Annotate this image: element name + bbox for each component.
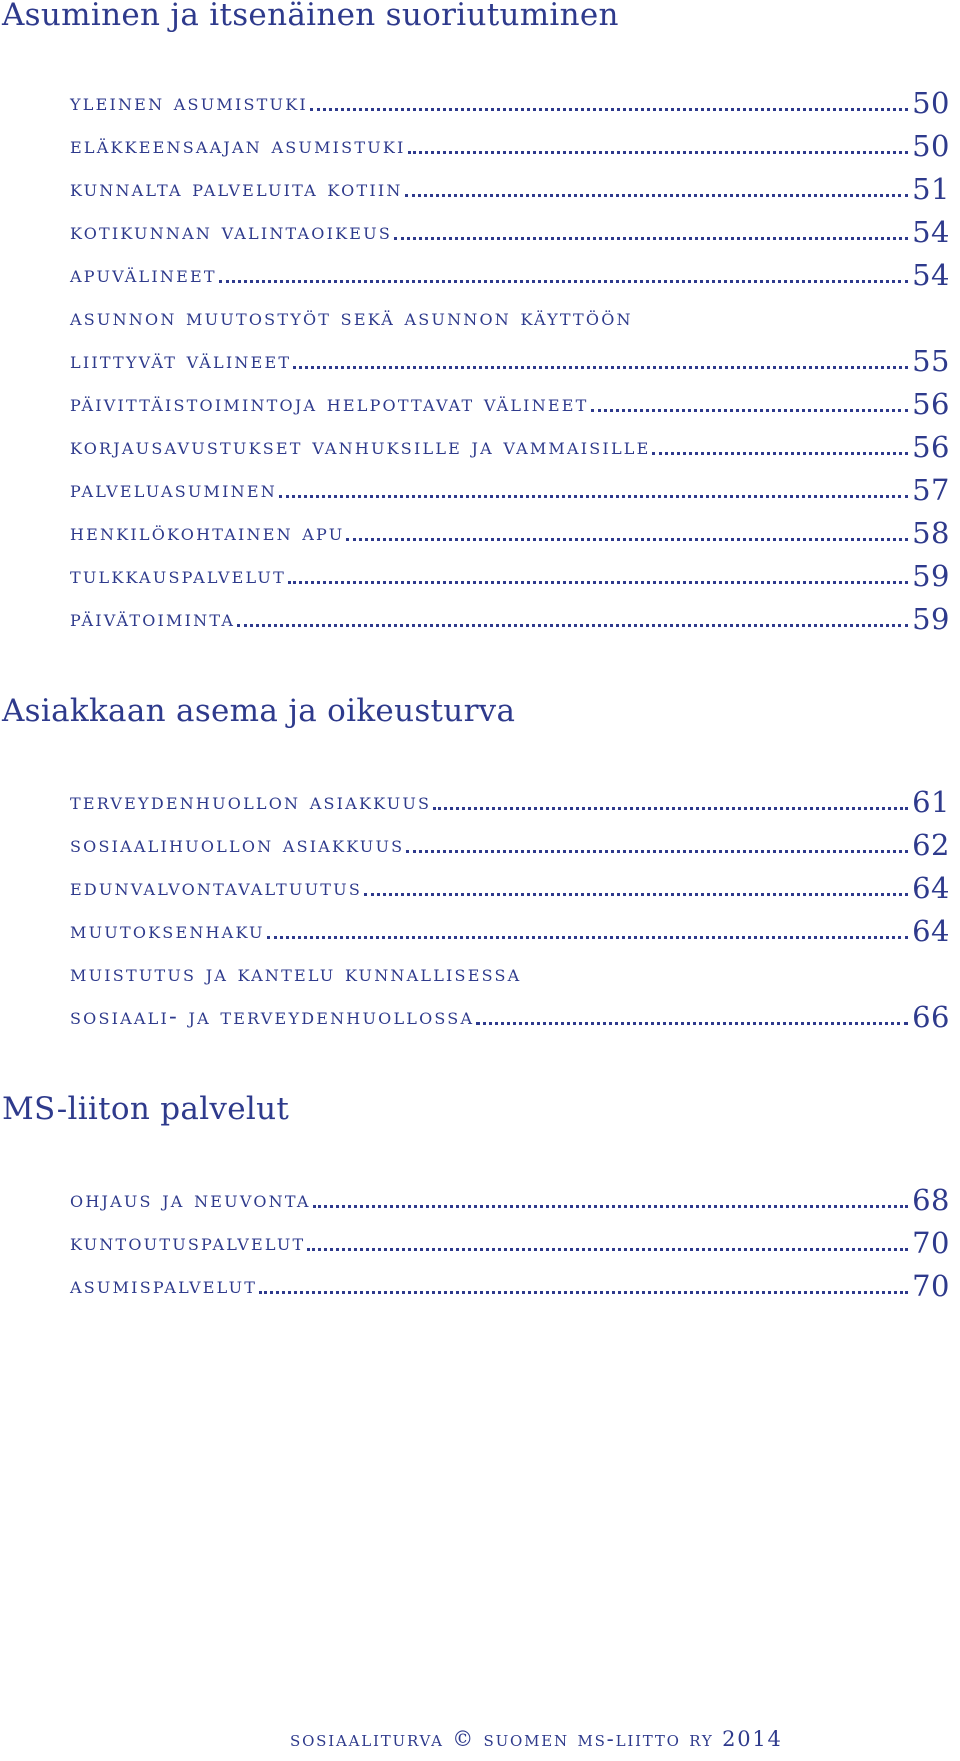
toc-entry-title: päivätoiminta <box>70 606 236 632</box>
toc-entry-title: kuntoutuspalvelut <box>70 1230 306 1256</box>
toc-entry-page: 56 <box>912 387 950 421</box>
toc-entry-title: henkilökohtainen apu <box>70 520 345 546</box>
dot-leader <box>310 108 908 111</box>
toc-entry-page: 51 <box>912 172 950 206</box>
toc-entry[interactable] <box>70 785 950 819</box>
toc-entry[interactable] <box>70 86 950 120</box>
dot-leader <box>237 624 908 627</box>
toc-entry-page: 58 <box>912 516 950 550</box>
toc-entry-first-line[interactable] <box>70 301 950 335</box>
dot-leader <box>279 495 908 498</box>
dot-leader <box>394 237 908 240</box>
toc-entry[interactable] <box>70 344 950 378</box>
toc-entry[interactable] <box>70 258 950 292</box>
toc-entry-page: 50 <box>912 129 950 163</box>
dot-leader <box>307 1248 908 1251</box>
toc-entry-title: tulkkauspalvelut <box>70 563 286 589</box>
page-footer: sosiaaliturva © suomen ms-liitto ry 2014 <box>290 1727 783 1751</box>
toc-entry[interactable] <box>70 1269 950 1303</box>
dot-leader <box>476 1022 908 1025</box>
toc-entry[interactable] <box>70 430 950 464</box>
toc-entry-page: 55 <box>912 344 950 378</box>
toc-entry[interactable] <box>70 559 950 593</box>
toc-entry-title: ohjaus ja neuvonta <box>70 1187 311 1213</box>
toc-entry[interactable] <box>70 129 950 163</box>
dot-leader <box>259 1291 908 1294</box>
section-heading-asiakkaan-asema: Asiakkaan asema ja oikeusturva <box>2 693 516 729</box>
toc-entry-page: 68 <box>912 1183 950 1217</box>
toc-entry-title: kunnalta palveluita kotiin <box>70 176 403 202</box>
toc-entry-page: 64 <box>912 914 950 948</box>
toc-entry[interactable] <box>70 215 950 249</box>
toc-entry-title: sosiaalihuollon asiakkuus <box>70 832 405 858</box>
toc-entry[interactable] <box>70 828 950 862</box>
toc-entry-title: asunnon muutostyöt sekä asunnon käyttöön <box>70 305 633 331</box>
toc-entry-page: 50 <box>912 86 950 120</box>
toc-entry-first-line[interactable] <box>70 957 950 991</box>
dot-leader <box>267 936 908 939</box>
toc-entry-title-continued: liittyvät välineet <box>70 348 292 374</box>
dot-leader <box>408 151 909 154</box>
section-heading-asuminen: Asuminen ja itsenäinen suoriutuminen <box>2 0 619 33</box>
toc-entry[interactable] <box>70 1226 950 1260</box>
dot-leader <box>288 581 908 584</box>
toc-entry-title: edunvalvontavaltuutus <box>70 875 362 901</box>
toc-entry-title: päivittäistoimintoja helpottavat välineet <box>70 391 589 417</box>
toc-entry-page: 64 <box>912 871 950 905</box>
toc-entry-page: 70 <box>912 1226 950 1260</box>
toc-entry-title: eläkkeensaajan asumistuki <box>70 133 406 159</box>
toc-entry[interactable] <box>70 602 950 636</box>
toc-entry[interactable] <box>70 1000 950 1034</box>
toc-entry[interactable] <box>70 516 950 550</box>
toc-entry-title: palveluasuminen <box>70 477 277 503</box>
toc-entry-page: 54 <box>912 258 950 292</box>
toc-entry-page: 59 <box>912 602 950 636</box>
dot-leader <box>293 366 908 369</box>
toc-entry[interactable] <box>70 172 950 206</box>
dot-leader <box>346 538 908 541</box>
dot-leader <box>313 1205 909 1208</box>
dot-leader <box>364 893 908 896</box>
dot-leader <box>406 850 908 853</box>
toc-entry[interactable] <box>70 387 950 421</box>
dot-leader <box>591 409 909 412</box>
section-heading-ms-liiton-palvelut: MS-liiton palvelut <box>2 1091 290 1127</box>
toc-entry-title: asumispalvelut <box>70 1273 258 1299</box>
toc-entry-title: muutoksenhaku <box>70 918 265 944</box>
dot-leader <box>652 452 908 455</box>
toc-entry-page: 62 <box>912 828 950 862</box>
toc-entry[interactable] <box>70 914 950 948</box>
toc-entry-title: apuvälineet <box>70 262 217 288</box>
toc-entry-page: 59 <box>912 559 950 593</box>
toc-entry-page: 57 <box>912 473 950 507</box>
dot-leader <box>219 280 908 283</box>
toc-entry-page: 56 <box>912 430 950 464</box>
dot-leader <box>433 807 908 810</box>
toc-entry-title: terveydenhuollon asiakkuus <box>70 789 432 815</box>
toc-entry-page: 70 <box>912 1269 950 1303</box>
toc-entry-title: korjausavustukset vanhuksille ja vammaisille <box>70 434 651 460</box>
toc-entry-title-continued: sosiaali- ja terveydenhuollossa <box>70 1004 475 1030</box>
toc-entry-title: yleinen asumistuki <box>70 90 308 116</box>
toc-entry-title: muistutus ja kantelu kunnallisessa <box>70 961 522 987</box>
dot-leader <box>405 194 909 197</box>
toc-entry-title: kotikunnan valintaoikeus <box>70 219 393 245</box>
toc-entry-page: 61 <box>912 785 950 819</box>
toc-entry-page: 54 <box>912 215 950 249</box>
toc-entry[interactable] <box>70 1183 950 1217</box>
toc-entry-page: 66 <box>912 1000 950 1034</box>
toc-entry[interactable] <box>70 871 950 905</box>
toc-entry[interactable] <box>70 473 950 507</box>
